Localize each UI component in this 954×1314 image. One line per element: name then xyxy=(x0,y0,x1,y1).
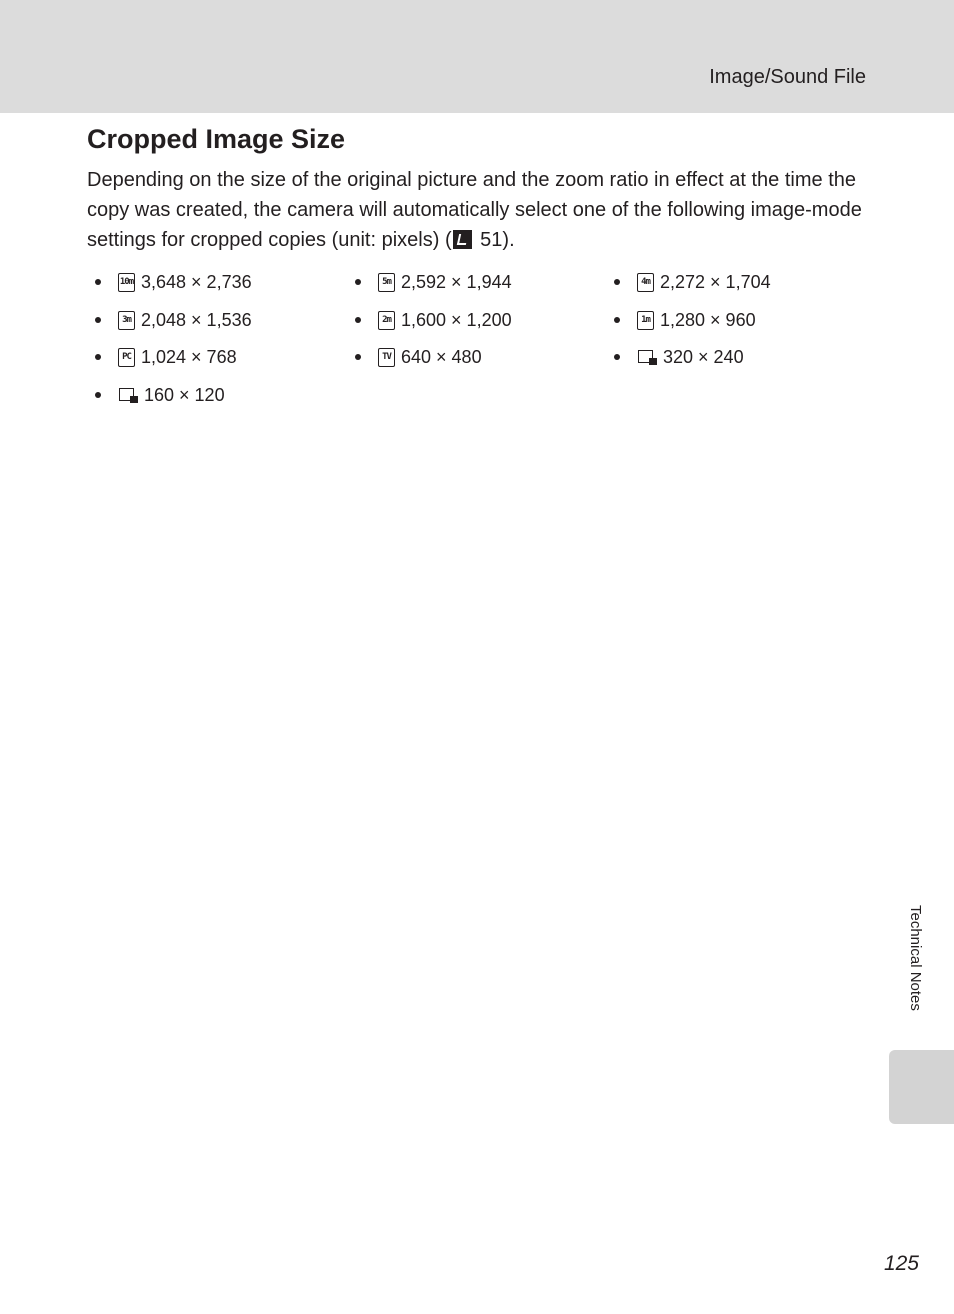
image-mode-3m-icon: 3m xyxy=(118,311,135,330)
list-item xyxy=(95,345,237,369)
list-item xyxy=(355,308,512,332)
bullet xyxy=(614,317,620,323)
bullet xyxy=(355,317,361,323)
bullet xyxy=(614,279,620,285)
image-mode-size: 1,600 × 1,200 xyxy=(401,309,512,330)
image-mode-5m-icon: 5m xyxy=(378,273,395,292)
side-tab-label: Technical Notes xyxy=(907,905,924,1011)
image-mode-size: 2,048 × 1,536 xyxy=(141,309,252,330)
page-number: 125 xyxy=(883,1252,919,1275)
list-item xyxy=(95,308,252,332)
image-mode-size: 640 × 480 xyxy=(401,346,482,367)
image-mode-1m-icon: 1m xyxy=(637,311,654,330)
bullet xyxy=(614,354,620,360)
header-band xyxy=(0,0,954,113)
bullet xyxy=(95,279,101,285)
image-mode-10m-icon: 10m xyxy=(118,273,135,292)
list-item xyxy=(614,345,744,369)
image-mode-small-icon xyxy=(118,386,138,405)
list-item xyxy=(355,345,482,369)
bullet xyxy=(95,392,101,398)
page-heading: Cropped Image Size xyxy=(87,124,346,154)
intro-text: Depending on the size of the original picture and the zoom ratio in effect at the time the copy was created, the camera will automatically select one of the following image-mode settings for cropped copies (unit: pixels) ( xyxy=(87,169,862,251)
bullet xyxy=(355,354,361,360)
intro-ref-page: 51). xyxy=(474,229,515,251)
bullet xyxy=(355,279,361,285)
list-item xyxy=(614,270,771,294)
image-mode-size: 160 × 120 xyxy=(144,384,225,405)
image-mode-size: 1,024 × 768 xyxy=(141,346,237,367)
image-mode-size: 3,648 × 2,736 xyxy=(141,271,252,292)
image-mode-tv-icon: TV xyxy=(378,348,395,367)
intro-paragraph xyxy=(87,165,867,255)
image-mode-size: 2,592 × 1,944 xyxy=(401,271,512,292)
image-mode-pc-icon: PC xyxy=(118,348,135,367)
list-item xyxy=(614,308,756,332)
list-item xyxy=(95,270,252,294)
bullet xyxy=(95,317,101,323)
image-mode-size: 1,280 × 960 xyxy=(660,309,756,330)
image-mode-size: 320 × 240 xyxy=(663,346,744,367)
bullet xyxy=(95,354,101,360)
image-mode-4m-icon: 4m xyxy=(637,273,654,292)
section-title: Image/Sound File xyxy=(709,66,866,88)
list-item xyxy=(95,383,225,407)
side-tab xyxy=(889,1050,954,1124)
image-mode-2m-icon: 2m xyxy=(378,311,395,330)
reference-icon xyxy=(453,230,472,249)
image-mode-small-icon xyxy=(637,348,657,367)
list-item xyxy=(355,270,512,294)
image-mode-size: 2,272 × 1,704 xyxy=(660,271,771,292)
